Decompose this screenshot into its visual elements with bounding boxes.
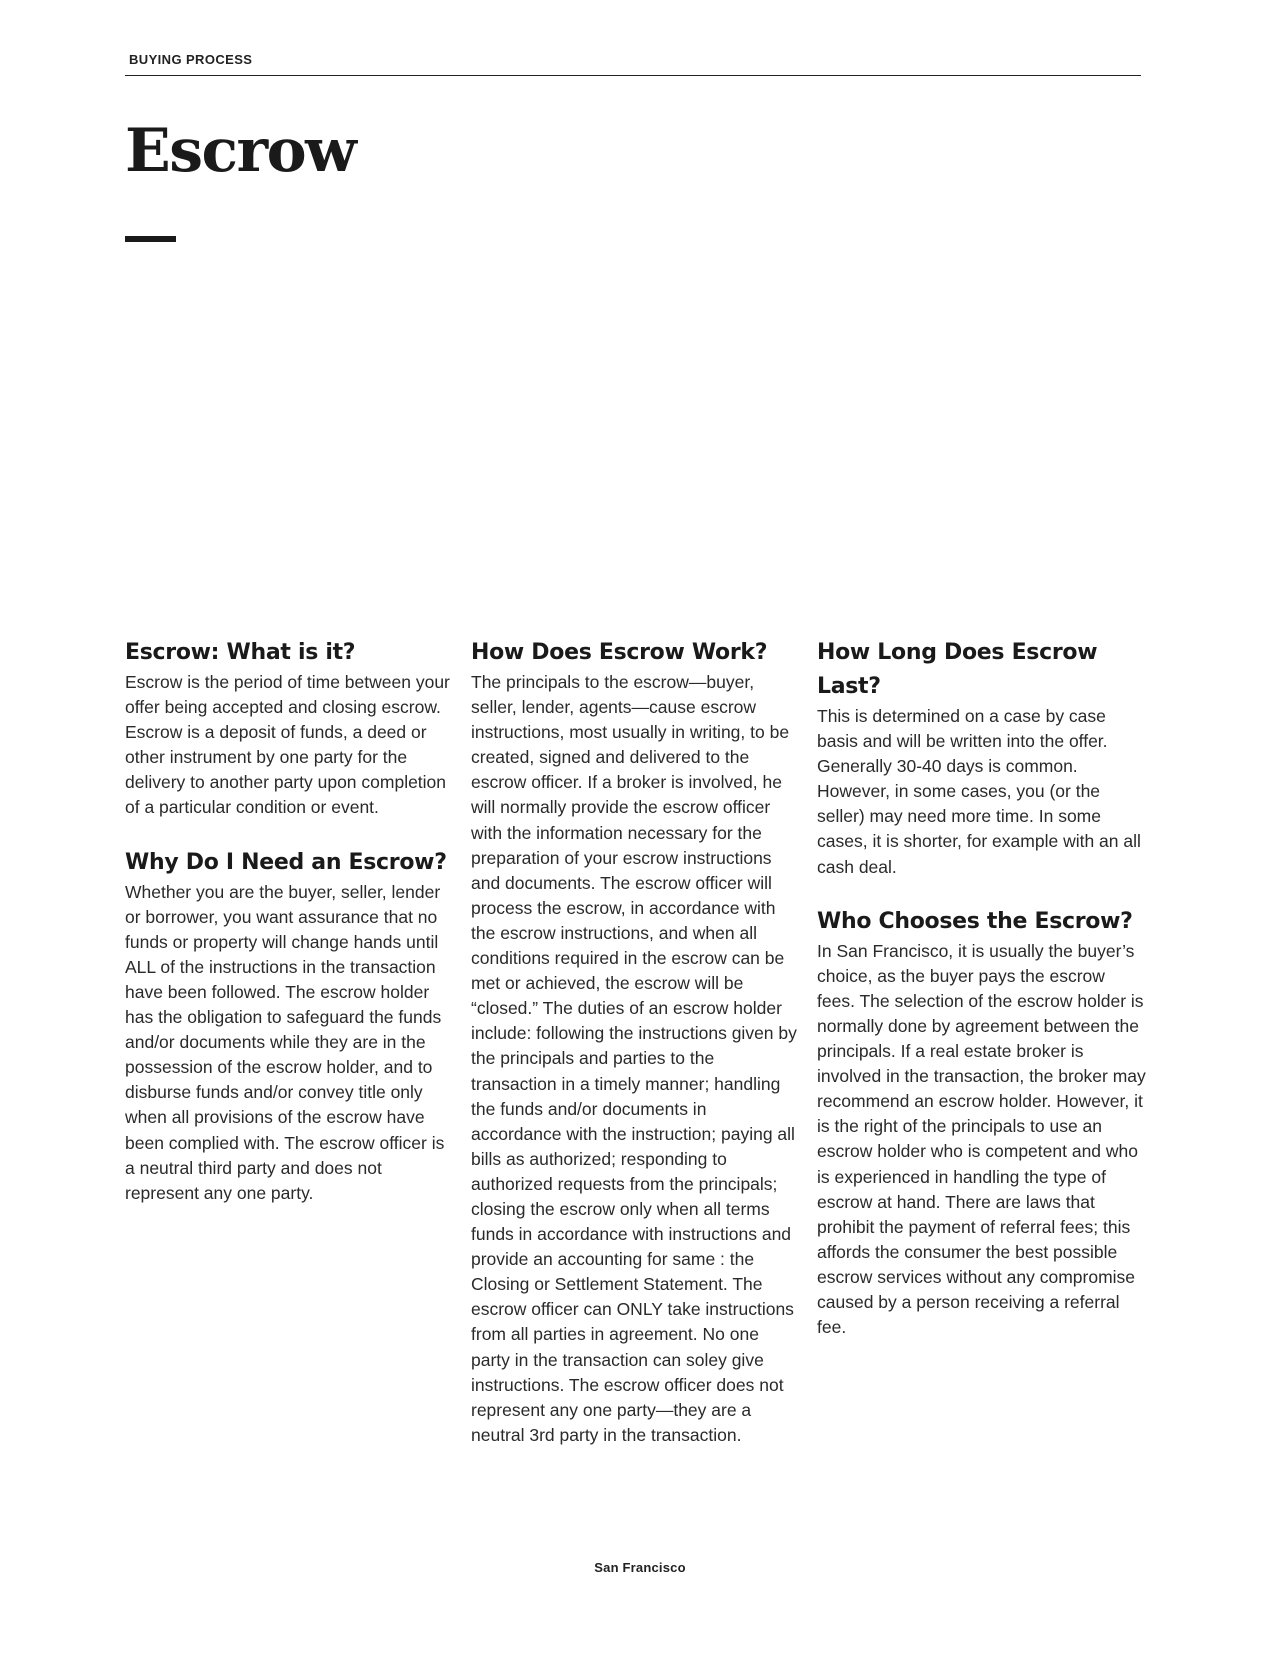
footer-location-label: San Francisco	[594, 1560, 686, 1575]
header-divider	[125, 75, 1141, 76]
section-how-escrow-works	[471, 636, 801, 1448]
section-label: BUYING PROCESS	[129, 52, 253, 67]
section-body: The principals to the escrow—buyer, seller, lender, agents—cause escrow instructions, most usually in writing, to be created, signed and delivered to the escrow officer. If a broker is involved, he will normally provide the escrow officer with the information necessary for the preparation of your escrow instructions and documents. The escrow officer will process the escrow, in accordance with the escrow instructions, and when all conditions required in the escrow can be met or achieved, the escrow will be “closed.” The duties of an escrow holder include: following the instructions given by the principals and parties to the transaction in a timely manner; handling the funds and/or documents in accordance with the instruction; paying all bills as authorized; responding to authorized requests from the principals; closing the escrow only when all terms funds in accordance with instructions and provide an accounting for same : the Closing or Settlement Statement. The escrow officer can ONLY take instructions from all parties in agreement. No one party in the transaction can soley give instructions. The escrow officer does not represent any one party—they are a neutral 3rd party in the transaction.	[471, 672, 797, 1445]
column-middle	[471, 636, 801, 1473]
section-body: Escrow is the period of time between your offer being accepted and closing escrow. Escrow is a deposit of funds, a deed or other instrument by one party for the delivery to another party upon completion of a particular condition or event.	[125, 672, 450, 818]
section-body: This is determined on a case by case basis and will be written into the offer. Generally 30-40 days is common. However, in some cases, you (or the seller) may need more time. In some cases, it is shorter, for example with an all cash deal.	[817, 706, 1141, 877]
section-how-long-escrow	[817, 636, 1147, 880]
section-who-chooses-escrow	[817, 905, 1147, 1341]
section-what-is-escrow	[125, 636, 455, 821]
section-body: In San Francisco, it is usually the buyer’s choice, as the buyer pays the escrow fees. The selection of the escrow holder is normally done by agreement between the principals. If a real estate broker is involved in the transaction, the broker may recommend an escrow holder. However, it is the right of the principals to use an escrow holder who is competent and who is experienced in handling the type of escrow at hand. There are laws that prohibit the payment of referral fees; this affords the consumer the best possible escrow services without any compromise caused by a person receiving a referral fee.	[817, 940, 1146, 1338]
section-heading: How Long Does Escrow Last?	[817, 640, 1098, 699]
section-why-need-escrow	[125, 846, 455, 1206]
section-heading: Escrow: What is it?	[125, 640, 356, 665]
column-left	[125, 636, 455, 1231]
section-heading: Why Do I Need an Escrow?	[125, 849, 447, 875]
section-body: Whether you are the buyer, seller, lender or borrower, you want assurance that no funds or property will change hands until ALL of the instructions in the transaction have been followed. The escrow holder has the obligation to safeguard the funds and/or documents while they are in the possession of the escrow holder, and to disburse funds and/or convey title only when all provisions of the escrow have been complied with. The escrow officer is a neutral third party and does not represent any one party.	[125, 881, 445, 1203]
section-heading: Who Chooses the Escrow?	[817, 908, 1133, 934]
page-title: Escrow	[125, 116, 356, 186]
column-right	[817, 636, 1147, 1365]
section-heading: How Does Escrow Work?	[471, 640, 768, 665]
title-underline-dash	[125, 236, 176, 242]
